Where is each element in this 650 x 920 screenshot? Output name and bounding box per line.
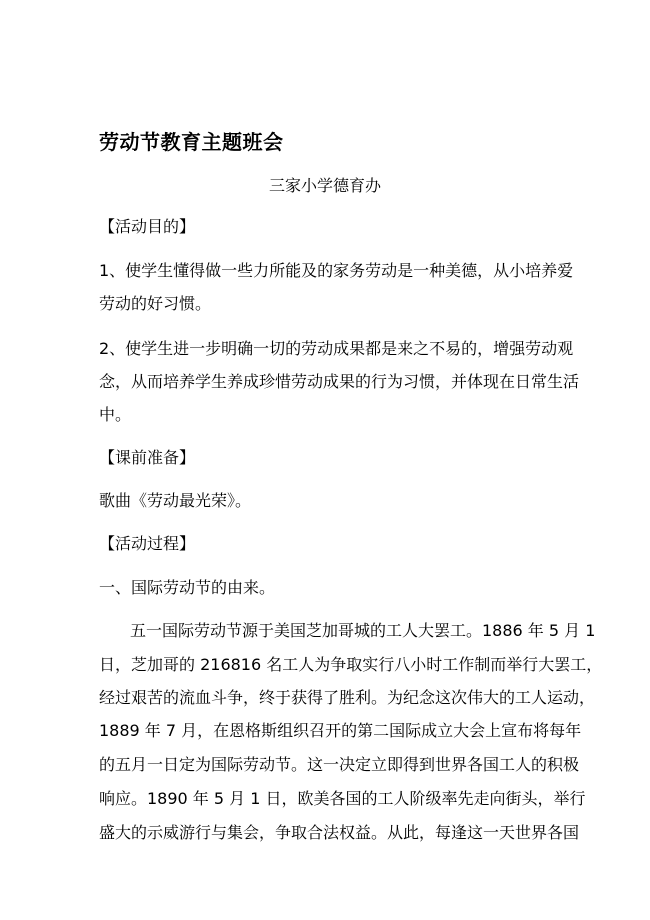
paragraph-line: 中。: [99, 405, 132, 424]
paragraph-line: 1、使学生懂得做一些力所能及的家务劳动是一种美德，从小培养爱: [99, 261, 574, 280]
paragraph-line: 歌曲《劳动最光荣》。: [99, 491, 252, 510]
paragraph-line: 盛大的示威游行与集会，争取合法权益。从此，每逢这一天世界各国: [99, 823, 580, 842]
document-author: 三家小学德育办: [268, 176, 381, 195]
paragraph-line: 五一国际劳动节源于美国芝加哥城的工人大罢工。1886 年 5 月 1: [130, 621, 596, 640]
paragraph-line: 1889 年 7 月，在恩格斯组织召开的第二国际成立大会上宣布将每年: [99, 721, 582, 740]
paragraph-line: 经过艰苦的流血斗争，终于获得了胜利。为纪念这次伟大的工人运动，: [99, 688, 596, 707]
paragraph-line: 的五月一日定为国际劳动节。这一决定立即得到世界各国工人的积极: [99, 755, 580, 774]
paragraph-line: 劳动的好习惯。: [99, 294, 212, 313]
paragraph-line: 2、使学生进一步明确一切的劳动成果都是来之不易的，增强劳动观: [99, 339, 574, 358]
section-heading-objectives: 【活动目的】: [99, 217, 196, 236]
paragraph-line: 念，从而培养学生养成珍惜劳动成果的行为习惯，并体现在日常生活: [99, 372, 580, 391]
section-heading-preparation: 【课前准备】: [99, 448, 196, 467]
document-title: 劳动节教育主题班会: [99, 130, 284, 154]
section-heading-process: 【活动过程】: [99, 534, 196, 553]
paragraph-line: 日，芝加哥的 216816 名工人为争取实行八小时工作制而举行大罢工，: [99, 655, 603, 674]
paragraph-line: 响应。1890 年 5 月 1 日，欧美各国的工人阶级率先走向街头，举行: [99, 789, 586, 808]
subsection-heading: 一、国际劳动节的由来。: [99, 578, 276, 597]
